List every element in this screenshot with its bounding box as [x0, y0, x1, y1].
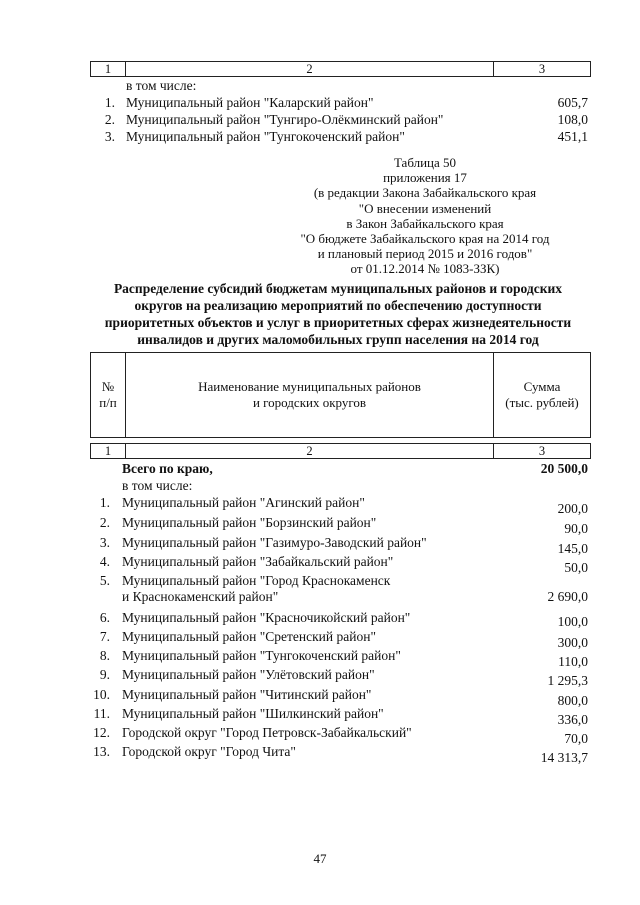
- row-number: 12.: [93, 725, 110, 740]
- note-line: "О бюджете Забайкальского края на 2014 год: [300, 231, 550, 247]
- header-number-line1: №: [101, 379, 115, 394]
- row-value: 2 690,0: [547, 589, 588, 604]
- row-name: Муниципальный район "Тунгокоченский район": [122, 648, 401, 663]
- row-value: 336,0: [557, 712, 588, 727]
- row-value: 300,0: [557, 635, 588, 650]
- total-value: 20 500,0: [540, 461, 588, 476]
- row-value: 1 295,3: [547, 673, 588, 688]
- table-row: [0, 743, 640, 765]
- table-row: [0, 628, 640, 650]
- table-row: [0, 686, 640, 708]
- top-header-col-1: 1: [91, 62, 126, 76]
- top-in-total-label: в том числе:: [126, 78, 197, 93]
- row-value: 90,0: [564, 521, 588, 536]
- row-number: 5.: [99, 573, 110, 588]
- title-line: Распределение субсидий бюджетам муниципальных районов и городских: [113, 281, 563, 296]
- row-name: Муниципальный район "Тунгиро-Олёкминский район": [126, 112, 444, 127]
- header-sum-line2: (тыс. рублей): [505, 395, 579, 410]
- header-sum-line1: Сумма: [523, 379, 561, 394]
- total-row: [0, 460, 640, 478]
- index-col-2: 2: [126, 444, 494, 458]
- row-name: Муниципальный район "Читинский район": [122, 687, 372, 702]
- row-value: 110,0: [558, 654, 588, 669]
- title-line: приоритетных объектов и услуг в приоритетных сферах жизнедеятельности: [104, 315, 572, 330]
- row-number: 1.: [104, 95, 115, 110]
- header-col-sum: [494, 353, 590, 437]
- title-line: округов на реализацию мероприятий по обеспечению доступности: [134, 298, 542, 313]
- row-number: 6.: [99, 610, 110, 625]
- row-name: Муниципальный район "Красночикойский район": [122, 610, 411, 625]
- index-col-3: 3: [538, 444, 546, 458]
- row-name: Муниципальный район "Тунгокоченский район": [126, 129, 405, 144]
- row-name: Муниципальный район "Каларский район": [126, 95, 374, 110]
- main-table-header: [90, 352, 591, 438]
- row-name: Муниципальный район "Забайкальский район": [122, 554, 394, 569]
- index-col-1: 1: [91, 444, 126, 458]
- row-value: 605,7: [557, 95, 588, 110]
- row-number: 2.: [99, 515, 110, 530]
- row-number: 13.: [93, 744, 110, 759]
- row-number: 2.: [104, 112, 115, 127]
- appendix-note: [250, 155, 600, 277]
- header-name-line2: и городских округов: [252, 395, 367, 410]
- top-in-total-row: [0, 77, 640, 95]
- top-table-header: [90, 61, 591, 77]
- title-line: инвалидов и других маломобильных групп населения на 2014 год: [137, 332, 539, 347]
- row-number: 1.: [99, 495, 110, 510]
- top-header-col-3: 3: [538, 62, 546, 76]
- row-value: 800,0: [557, 693, 588, 708]
- table-row: [0, 724, 640, 746]
- row-name: Муниципальный район "Шилкинский район": [122, 706, 384, 721]
- page-number: 47: [313, 851, 327, 866]
- row-value: 50,0: [564, 560, 588, 575]
- row-name: Муниципальный район "Улётовский район": [122, 667, 375, 682]
- row-number: 4.: [99, 554, 110, 569]
- note-line: в Закон Забайкальского края: [346, 215, 504, 231]
- row-name: Муниципальный район "Город Краснокаменск: [122, 573, 391, 588]
- header-col-name: [126, 353, 494, 437]
- row-number: 8.: [99, 648, 110, 663]
- row-name: Городской округ "Город Петровск-Забайкальский": [122, 725, 412, 740]
- row-name: Муниципальный район "Борзинский район": [122, 515, 377, 530]
- main-table-index-row: [90, 443, 591, 459]
- total-label: Всего по краю,: [122, 461, 213, 476]
- table-row: [0, 514, 640, 536]
- row-value: 451,1: [557, 129, 588, 144]
- row-value: 145,0: [557, 541, 588, 556]
- row-name: Муниципальный район "Газимуро-Заводский район": [122, 535, 427, 550]
- header-col-number: [91, 353, 126, 437]
- row-value: 100,0: [557, 614, 588, 629]
- row-name: Муниципальный район "Агинский район": [122, 495, 365, 510]
- row-number: 7.: [99, 629, 110, 644]
- note-line: "О внесении изменений: [358, 200, 492, 216]
- row-number: 11.: [93, 706, 110, 721]
- row-number: 9.: [99, 667, 110, 682]
- row-name-continuation: и Краснокаменский район": [122, 589, 279, 604]
- note-line: Таблица 50: [393, 155, 457, 170]
- table-row: [0, 666, 640, 688]
- table-row: [0, 494, 640, 516]
- table-row: [0, 647, 640, 669]
- header-name-line1: Наименование муниципальных районов: [198, 379, 421, 394]
- top-table-row: [0, 94, 640, 112]
- top-table-row: [0, 111, 640, 129]
- header-number-line2: п/п: [99, 395, 117, 410]
- note-line: (в редакции Закона Забайкальского края: [313, 185, 537, 201]
- row-name: Городской округ "Город Чита": [122, 744, 296, 759]
- row-value: 108,0: [557, 112, 588, 127]
- row-value: 70,0: [564, 731, 588, 746]
- table-row: [0, 553, 640, 575]
- row-number: 10.: [93, 687, 110, 702]
- row-number: 3.: [99, 535, 110, 550]
- table-row: [0, 609, 640, 627]
- row-value: 200,0: [557, 501, 588, 516]
- note-line: и плановый период 2015 и 2016 годов": [317, 246, 533, 262]
- row-name: Муниципальный район "Сретенский район": [122, 629, 376, 644]
- in-total-label: в том числе:: [122, 478, 193, 493]
- table-row: [0, 534, 640, 556]
- top-table-row: [0, 128, 640, 146]
- row-number: 3.: [104, 129, 115, 144]
- row-value: 14 313,7: [540, 750, 588, 765]
- note-line: приложения 17: [383, 170, 467, 186]
- note-line: от 01.12.2014 № 1083-ЗЗК): [350, 261, 500, 277]
- top-header-col-2: 2: [126, 62, 494, 76]
- table-row: [0, 572, 640, 608]
- document-title: [88, 280, 588, 348]
- table-row: [0, 705, 640, 727]
- in-total-row: [0, 477, 640, 495]
